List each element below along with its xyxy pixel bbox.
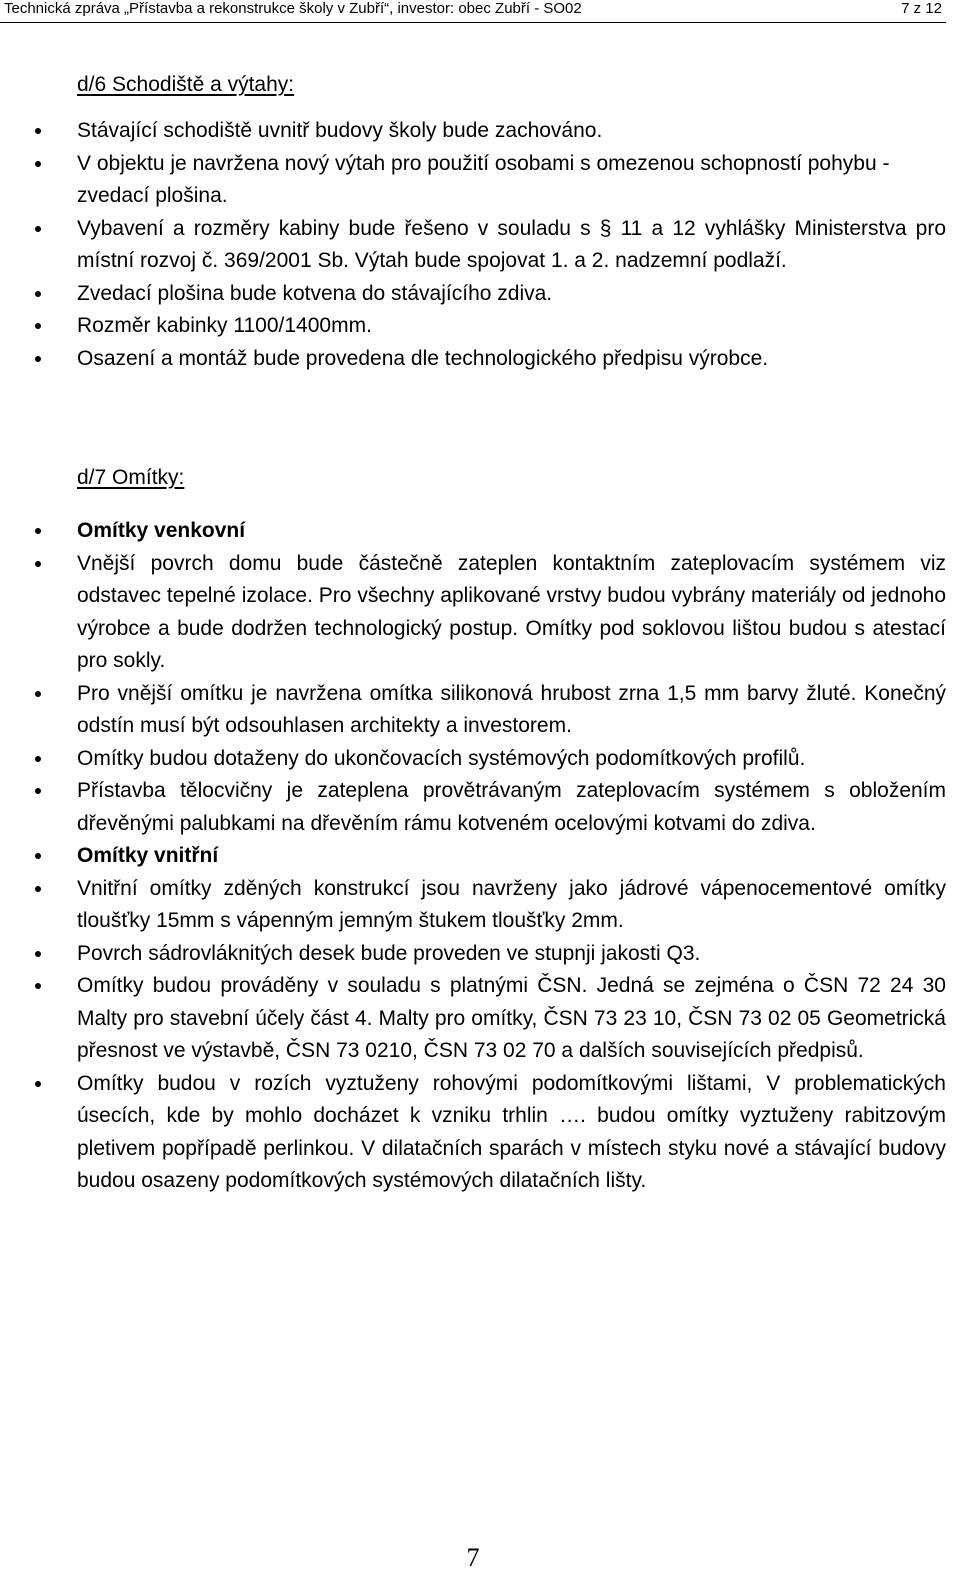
list-item: Vybavení a rozměry kabiny bude řešeno v souladu s § 11 a 12 vyhlášky Ministerstva pro místní rozvoj č. 369/2001 Sb. Výtah bude spojovat 1. a 2. nadzemní podlaží.	[0, 213, 946, 278]
header-title: Technická zpráva „Přístavba a rekonstrukce školy v Zubří“, investor: obec Zubří - SO02	[4, 0, 582, 17]
header-page-count: 7 z 12	[901, 0, 942, 17]
page-number: 7	[466, 1543, 480, 1572]
section-heading-d6: d/6 Schodiště a výtahy:	[77, 73, 295, 96]
list-d7	[0, 515, 946, 1198]
bullet-icon	[35, 128, 41, 134]
bullet-icon	[35, 323, 41, 329]
list-item: Omítky budou v rozích vyztuženy rohovými podomítkovými lištami, V problematických úsecích, kde by mohlo docházet k vzniku trhlin …. budou omítky vyztuženy rabitzovým pletivem popřípadě perlinkou. V dilatačních sparách v místech styku nové a stávající budovy budou osazeny podomítkových systémových dilatačních lišty.	[0, 1068, 946, 1198]
list-item: Povrch sádrovláknitých desek bude proveden ve stupnji jakosti Q3.	[0, 938, 946, 971]
list-item: Zvedací plošina bude kotvena do stávajícího zdiva.	[0, 278, 946, 311]
bullet-icon	[35, 951, 41, 957]
bullet-icon	[35, 853, 41, 859]
page-header	[0, 0, 946, 30]
section-heading-d7: d/7 Omítky:	[77, 466, 185, 489]
bullet-icon	[35, 886, 41, 892]
bullet-icon	[35, 788, 41, 794]
bullet-icon	[35, 356, 41, 362]
bullet-icon	[35, 983, 41, 989]
bullet-icon	[35, 226, 41, 232]
list-item: Vnitřní omítky zděných konstrukcí jsou navrženy jako jádrové vápenocementové omítky tloušťky 15mm s vápenným jemným štukem tloušťky 2mm.	[0, 873, 946, 938]
list-item: Omítky budou dotaženy do ukončovacích systémových podomítkových profilů.	[0, 743, 946, 776]
bullet-icon	[35, 756, 41, 762]
list-item: Rozměr kabinky 1100/1400mm.	[0, 310, 946, 343]
header-rule	[0, 22, 946, 23]
list-item: Vnější povrch domu bude částečně zateplen kontaktním zateplovacím systémem viz odstavec tepelné izolace. Pro všechny aplikované vrstvy budou vybrány materiály od jednoho výrobce a bude dodržen technologický postup. Omítky pod soklovou lištou budou s atestací pro sokly.	[0, 548, 946, 678]
list-item: Stávající schodiště uvnitř budovy školy bude zachováno.	[0, 115, 946, 148]
list-item: Omítky vnitřní	[0, 840, 946, 873]
list-item: Omítky venkovní	[0, 515, 946, 548]
list-item: Osazení a montáž bude provedena dle technologického předpisu výrobce.	[0, 343, 946, 376]
bullet-icon	[35, 1081, 41, 1087]
bullet-icon	[35, 291, 41, 297]
list-item: Pro vnější omítku je navržena omítka silikonová hrubost zrna 1,5 mm barvy žluté. Konečný odstín musí být odsouhlasen architekty a investorem.	[0, 678, 946, 743]
bullet-icon	[35, 561, 41, 567]
bullet-icon	[35, 691, 41, 697]
list-item: Omítky budou prováděny v souladu s platnými ČSN. Jedná se zejména o ČSN 72 24 30 Malty pro stavební účely část 4. Malty pro omítky, ČSN 73 23 10, ČSN 73 02 05 Geometrická přesnost ve výstavbě, ČSN 73 0210, ČSN 73 02 70 a dalších souvisejících předpisů.	[0, 970, 946, 1068]
bullet-icon	[35, 161, 41, 167]
bullet-icon	[35, 528, 41, 534]
list-d6	[0, 115, 946, 375]
list-item: Přístavba tělocvičny je zateplena provětrávaným zateplovacím systémem s obložením dřevěnými palubkami na dřevěním rámu kotveném ocelovými kotvami do zdiva.	[0, 775, 946, 840]
list-item: V objektu je navržena nový výtah pro použití osobami s omezenou schopností pohybu - zvedací plošina.	[0, 148, 946, 213]
